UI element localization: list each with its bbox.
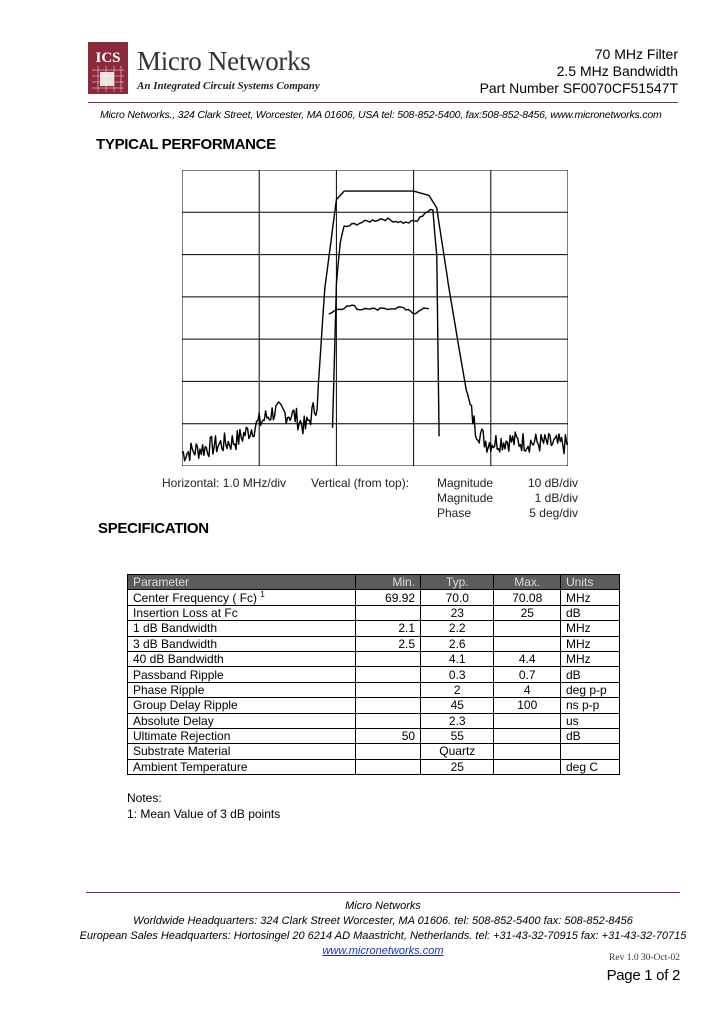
trace-magnitude-10db [182,191,568,461]
product-bandwidth: 2.5 MHz Bandwidth [556,63,678,79]
spec-row [128,621,620,636]
spec-parameter: Ultimate Rejection [128,728,356,743]
spec-row [128,682,620,697]
spec-max: 4 [494,682,561,697]
spec-row [128,590,620,605]
spec-units: MHz [561,651,620,666]
ics-logo [88,42,128,94]
company-name: Micro Networks [137,46,311,76]
spec-units: MHz [561,621,620,636]
spec-max [494,636,561,651]
trace-name-2: Magnitude [437,491,494,505]
header-max: Max. [494,575,561,590]
spec-max: 25 [494,605,561,620]
spec-parameter: Insertion Loss at Fc [128,605,356,620]
spec-typ: 2 [421,682,494,697]
spec-units: us [561,713,620,728]
product-title: 70 MHz Filter [594,46,678,62]
chart-traces [182,191,568,461]
spec-min: 2.5 [356,636,421,651]
spec-max: 0.7 [494,667,561,682]
spec-max [494,713,561,728]
spec-min [356,713,421,728]
website-link[interactable]: www.micronetworks.com [322,945,444,957]
spec-units: MHz [561,636,620,651]
footnote-marker: 1 [260,589,265,599]
spec-max: 70.08 [494,590,561,605]
spec-parameter: 3 dB Bandwidth [128,636,356,651]
spec-max [494,621,561,636]
product-title-block [480,46,678,97]
spec-min: 2.1 [356,621,421,636]
specification-table [127,574,620,775]
header-parameter: Parameter [128,575,356,590]
header-min: Min. [356,575,421,590]
trace-name-1: Magnitude [437,476,494,490]
spec-min: 69.92 [356,590,421,605]
performance-title: TYPICAL PERFORMANCE [96,136,276,153]
trace-scale-3: 5 deg/div [529,506,578,520]
notes [127,790,280,822]
vertical-scale-label: Vertical (from top): [311,476,410,490]
spec-units [561,744,620,759]
spec-min [356,759,421,774]
spec-max: 100 [494,698,561,713]
trace-magnitude-1db [333,210,440,437]
spec-row [128,667,620,682]
logo-text: ICS [95,50,121,66]
footer-worldwide-hq: Worldwide Headquarters: 324 Clark Street Worcester, MA 01606. tel: 508-852-5400 fax: 508-852-8456 [133,915,633,927]
spec-min: 50 [356,728,421,743]
spec-parameter: 40 dB Bandwidth [128,651,356,666]
spec-min [356,667,421,682]
chart-grid [182,170,568,466]
performance-chart [182,170,568,466]
spec-parameter: Substrate Material [128,744,356,759]
spec-row [128,728,620,743]
spec-units: deg p-p [561,682,620,697]
spec-row [128,759,620,774]
footer [0,899,720,959]
header-rule [88,102,678,103]
spec-typ: 25 [421,759,494,774]
header-typ: Typ. [421,575,494,590]
spec-units: dB [561,728,620,743]
page-number: Page 1 of 2 [606,967,680,984]
spec-max [494,759,561,774]
spec-typ: 2.6 [421,636,494,651]
spec-typ: 23 [421,605,494,620]
spec-row [128,651,620,666]
spec-max [494,728,561,743]
spec-row [128,605,620,620]
spec-parameter: Passband Ripple [128,667,356,682]
spec-units: deg C [561,759,620,774]
spec-parameter: Absolute Delay [128,713,356,728]
spec-units: ns p-p [561,698,620,713]
company-address: Micro Networks., 324 Clark Street, Worcester, MA 01606, USA tel: 508-852-5400, fax:508-852-8456, www.micronetworks.com [100,109,662,121]
spec-typ: Quartz [421,744,494,759]
spec-typ: 0.3 [421,667,494,682]
spec-max: 4.4 [494,651,561,666]
spec-typ: 45 [421,698,494,713]
spec-min [356,682,421,697]
spec-typ: 2.2 [421,621,494,636]
header-units: Units [561,575,620,590]
spec-min [356,651,421,666]
spec-units: dB [561,667,620,682]
horizontal-scale-label: Horizontal: 1.0 MHz/div [162,476,287,490]
trace-scale-2: 1 dB/div [534,491,578,505]
spec-min [356,698,421,713]
specification-title: SPECIFICATION [98,520,209,537]
spec-typ: 2.3 [421,713,494,728]
footer-european-hq: European Sales Headquarters: Hortosingel 20 6214 AD Maastricht, Netherlands. tel: +31-43-32-70915 fax: +31-43-32-70715 [79,930,687,942]
trace-scale-1: 10 dB/div [527,476,578,490]
spec-parameter: 1 dB Bandwidth [128,621,356,636]
spec-parameter: Ambient Temperature [128,759,356,774]
revision: Rev 1.0 30-Oct-02 [609,953,680,963]
trace-name-3: Phase [437,506,472,520]
spec-typ: 4.1 [421,651,494,666]
company-tagline: An Integrated Circuit Systems Company [137,80,320,92]
spec-min [356,605,421,620]
footer-company: Micro Networks [345,900,421,912]
spec-row [128,636,620,651]
spec-min [356,744,421,759]
spec-parameter: Group Delay Ripple [128,698,356,713]
note-item: 1: Mean Value of 3 dB points [127,807,281,821]
spec-header-row [128,575,620,590]
part-number: Part Number SF0070CF51547T [479,80,678,96]
spec-row [128,698,620,713]
spec-units: MHz [561,590,620,605]
spec-typ: 70.0 [421,590,494,605]
spec-parameter: Phase Ripple [128,682,356,697]
spec-row [128,713,620,728]
spec-typ: 55 [421,728,494,743]
spec-parameter: Center Frequency ( Fc) $^1$ [128,590,356,605]
spec-units: dB [561,605,620,620]
spec-row [128,744,620,759]
spec-max [494,744,561,759]
footer-rule [86,892,680,893]
notes-title: Notes: [127,791,162,805]
